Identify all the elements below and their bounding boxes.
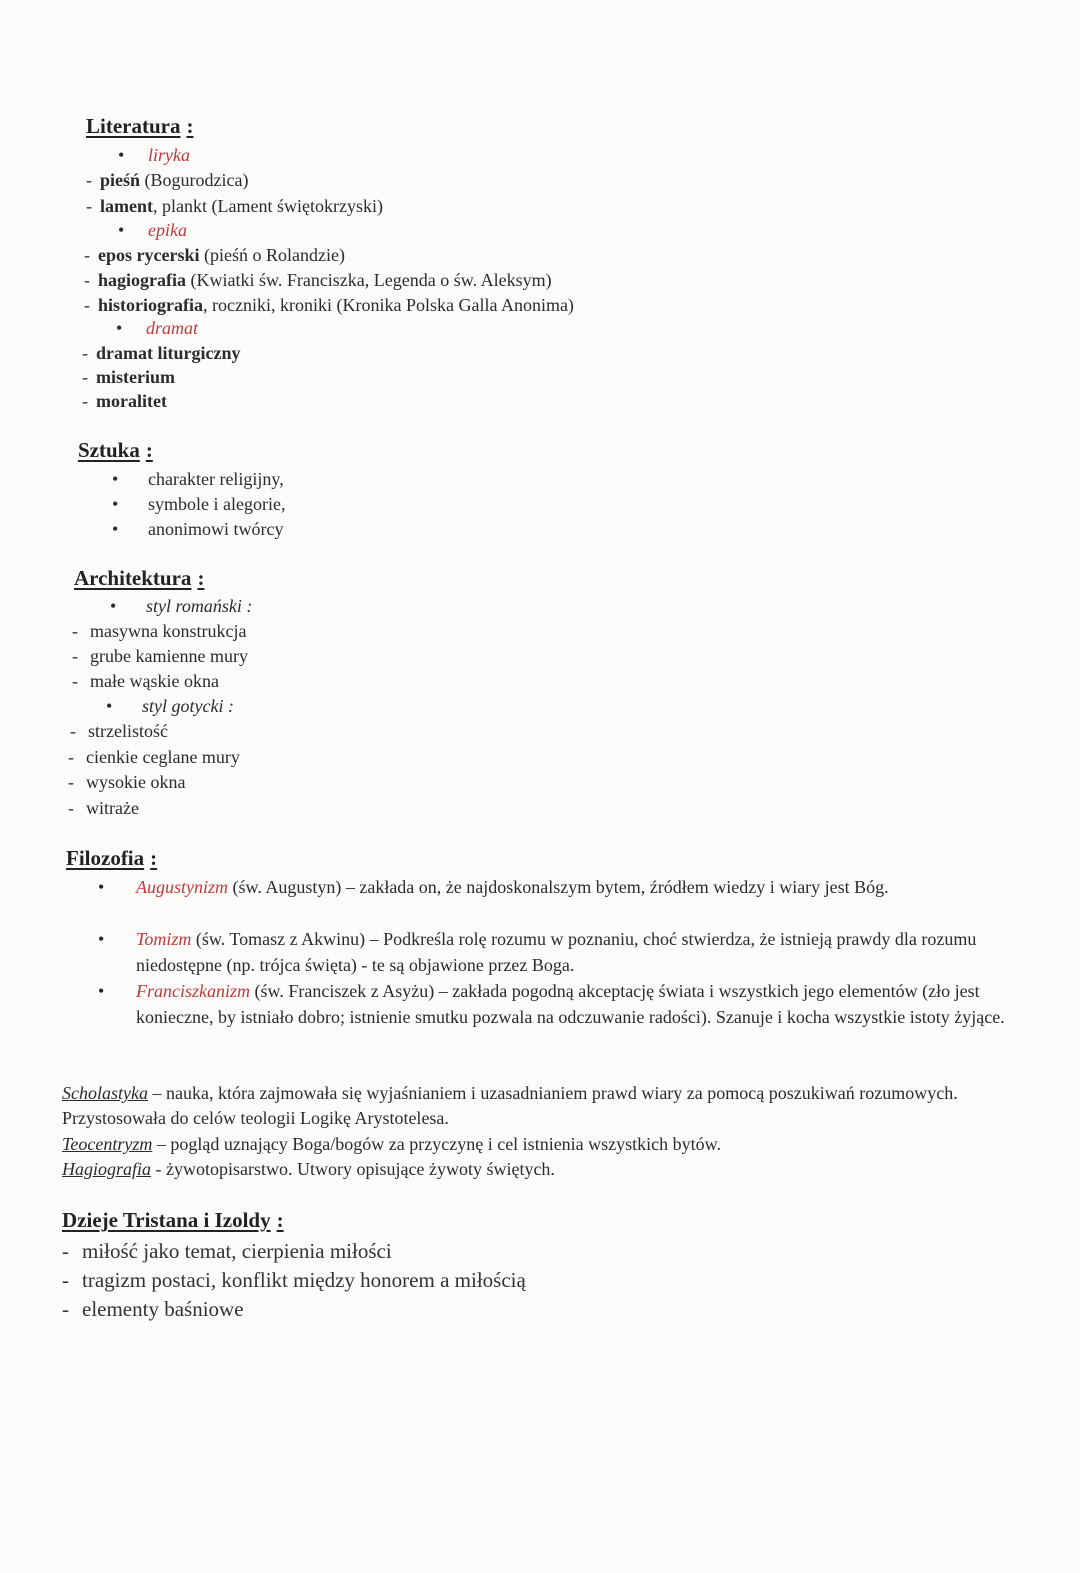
definition-scholastyka: Scholastyka – nauka, która zajmowała się wyjaśnianiem i uzasadnianiem prawd wiary za pomocą poszukiwań rozumowych. Przystosowała do celów teologii Logikę Arystotelesa. xyxy=(62,1083,958,1128)
arch-item: - strzelistość xyxy=(70,721,168,741)
arch-item: - witraże xyxy=(68,798,139,818)
arch-item: - masywna konstrukcja xyxy=(72,621,247,641)
sztuka-item: • charakter religijny, xyxy=(112,469,284,489)
definition-hagiografia: Hagiografia - żywotopisarstwo. Utwory opisujące żywoty świętych. xyxy=(62,1159,555,1179)
heading-tristan: Dzieje Tristana i Izoldy : xyxy=(62,1208,284,1232)
lit-item: - historiografia, roczniki, kroniki (Kronika Polska Galla Anonima) xyxy=(84,295,574,315)
arch-item: - wysokie okna xyxy=(68,772,186,792)
tristan-item: - tragizm postaci, konflikt między honorem a miłością xyxy=(62,1268,526,1292)
arch-style-gotycki: • styl gotycki : xyxy=(106,696,234,716)
lit-item: - misterium xyxy=(82,367,175,387)
heading-literatura: Literatura : xyxy=(86,114,194,138)
lit-category-dramat: • dramat xyxy=(116,318,199,338)
lit-item: - dramat liturgiczny xyxy=(82,343,241,363)
filozofia-item-augustynizm: • Augustynizm (św. Augustyn) – zakłada on, że najdoskonalszym bytem, źródłem wiedzy i wiary jest Bóg. xyxy=(98,877,889,897)
sztuka-item: • symbole i alegorie, xyxy=(112,494,286,514)
tristan-item: - miłość jako temat, cierpienia miłości xyxy=(62,1239,392,1263)
filozofia-item-tomizm: • Tomizm (św. Tomasz z Akwinu) – Podkreśla rolę rozumu w poznaniu, choć stwierdza, że istnieją prawdy dla rozumu niedostępne (np. trójca święta) - te są objawione przez Boga. xyxy=(98,929,977,975)
filozofia-item-franciszkanizm: • Franciszkanizm (św. Franciszek z Asyżu) – zakłada pogodną akceptację świata i wszystkich jego elementów (zło jest konieczne, by istniało dobro; istnienie smutku pozwala na odczuwanie radości). Szanuje i kocha wszystkie istoty żyjące. xyxy=(98,981,1005,1027)
lit-item: - epos rycerski (pieśń o Rolandzie) xyxy=(84,245,345,265)
arch-item: - cienkie ceglane mury xyxy=(68,747,240,767)
definition-teocentryzm: Teocentryzm – pogląd uznający Boga/bogów za przyczynę i cel istnienia wszystkich bytów. xyxy=(62,1134,721,1154)
tristan-item: - elementy baśniowe xyxy=(62,1297,244,1321)
lit-category-liryka: • liryka xyxy=(118,145,190,165)
heading-architektura: Architektura : xyxy=(74,566,205,590)
heading-sztuka: Sztuka : xyxy=(78,438,153,462)
arch-style-romanski: • styl romański : xyxy=(110,596,253,616)
lit-item: - hagiografia (Kwiatki św. Franciszka, Legenda o św. Aleksym) xyxy=(84,270,552,290)
lit-item: - pieśń (Bogurodzica) xyxy=(86,170,249,190)
arch-item: - małe wąskie okna xyxy=(72,671,219,691)
lit-category-epika: • epika xyxy=(118,220,187,240)
heading-filozofia: Filozofia : xyxy=(66,846,158,870)
lit-item: - moralitet xyxy=(82,391,167,411)
arch-item: - grube kamienne mury xyxy=(72,646,248,666)
lit-item: - lament, plankt (Lament świętokrzyski) xyxy=(86,196,383,216)
sztuka-item: • anonimowi twórcy xyxy=(112,519,284,539)
